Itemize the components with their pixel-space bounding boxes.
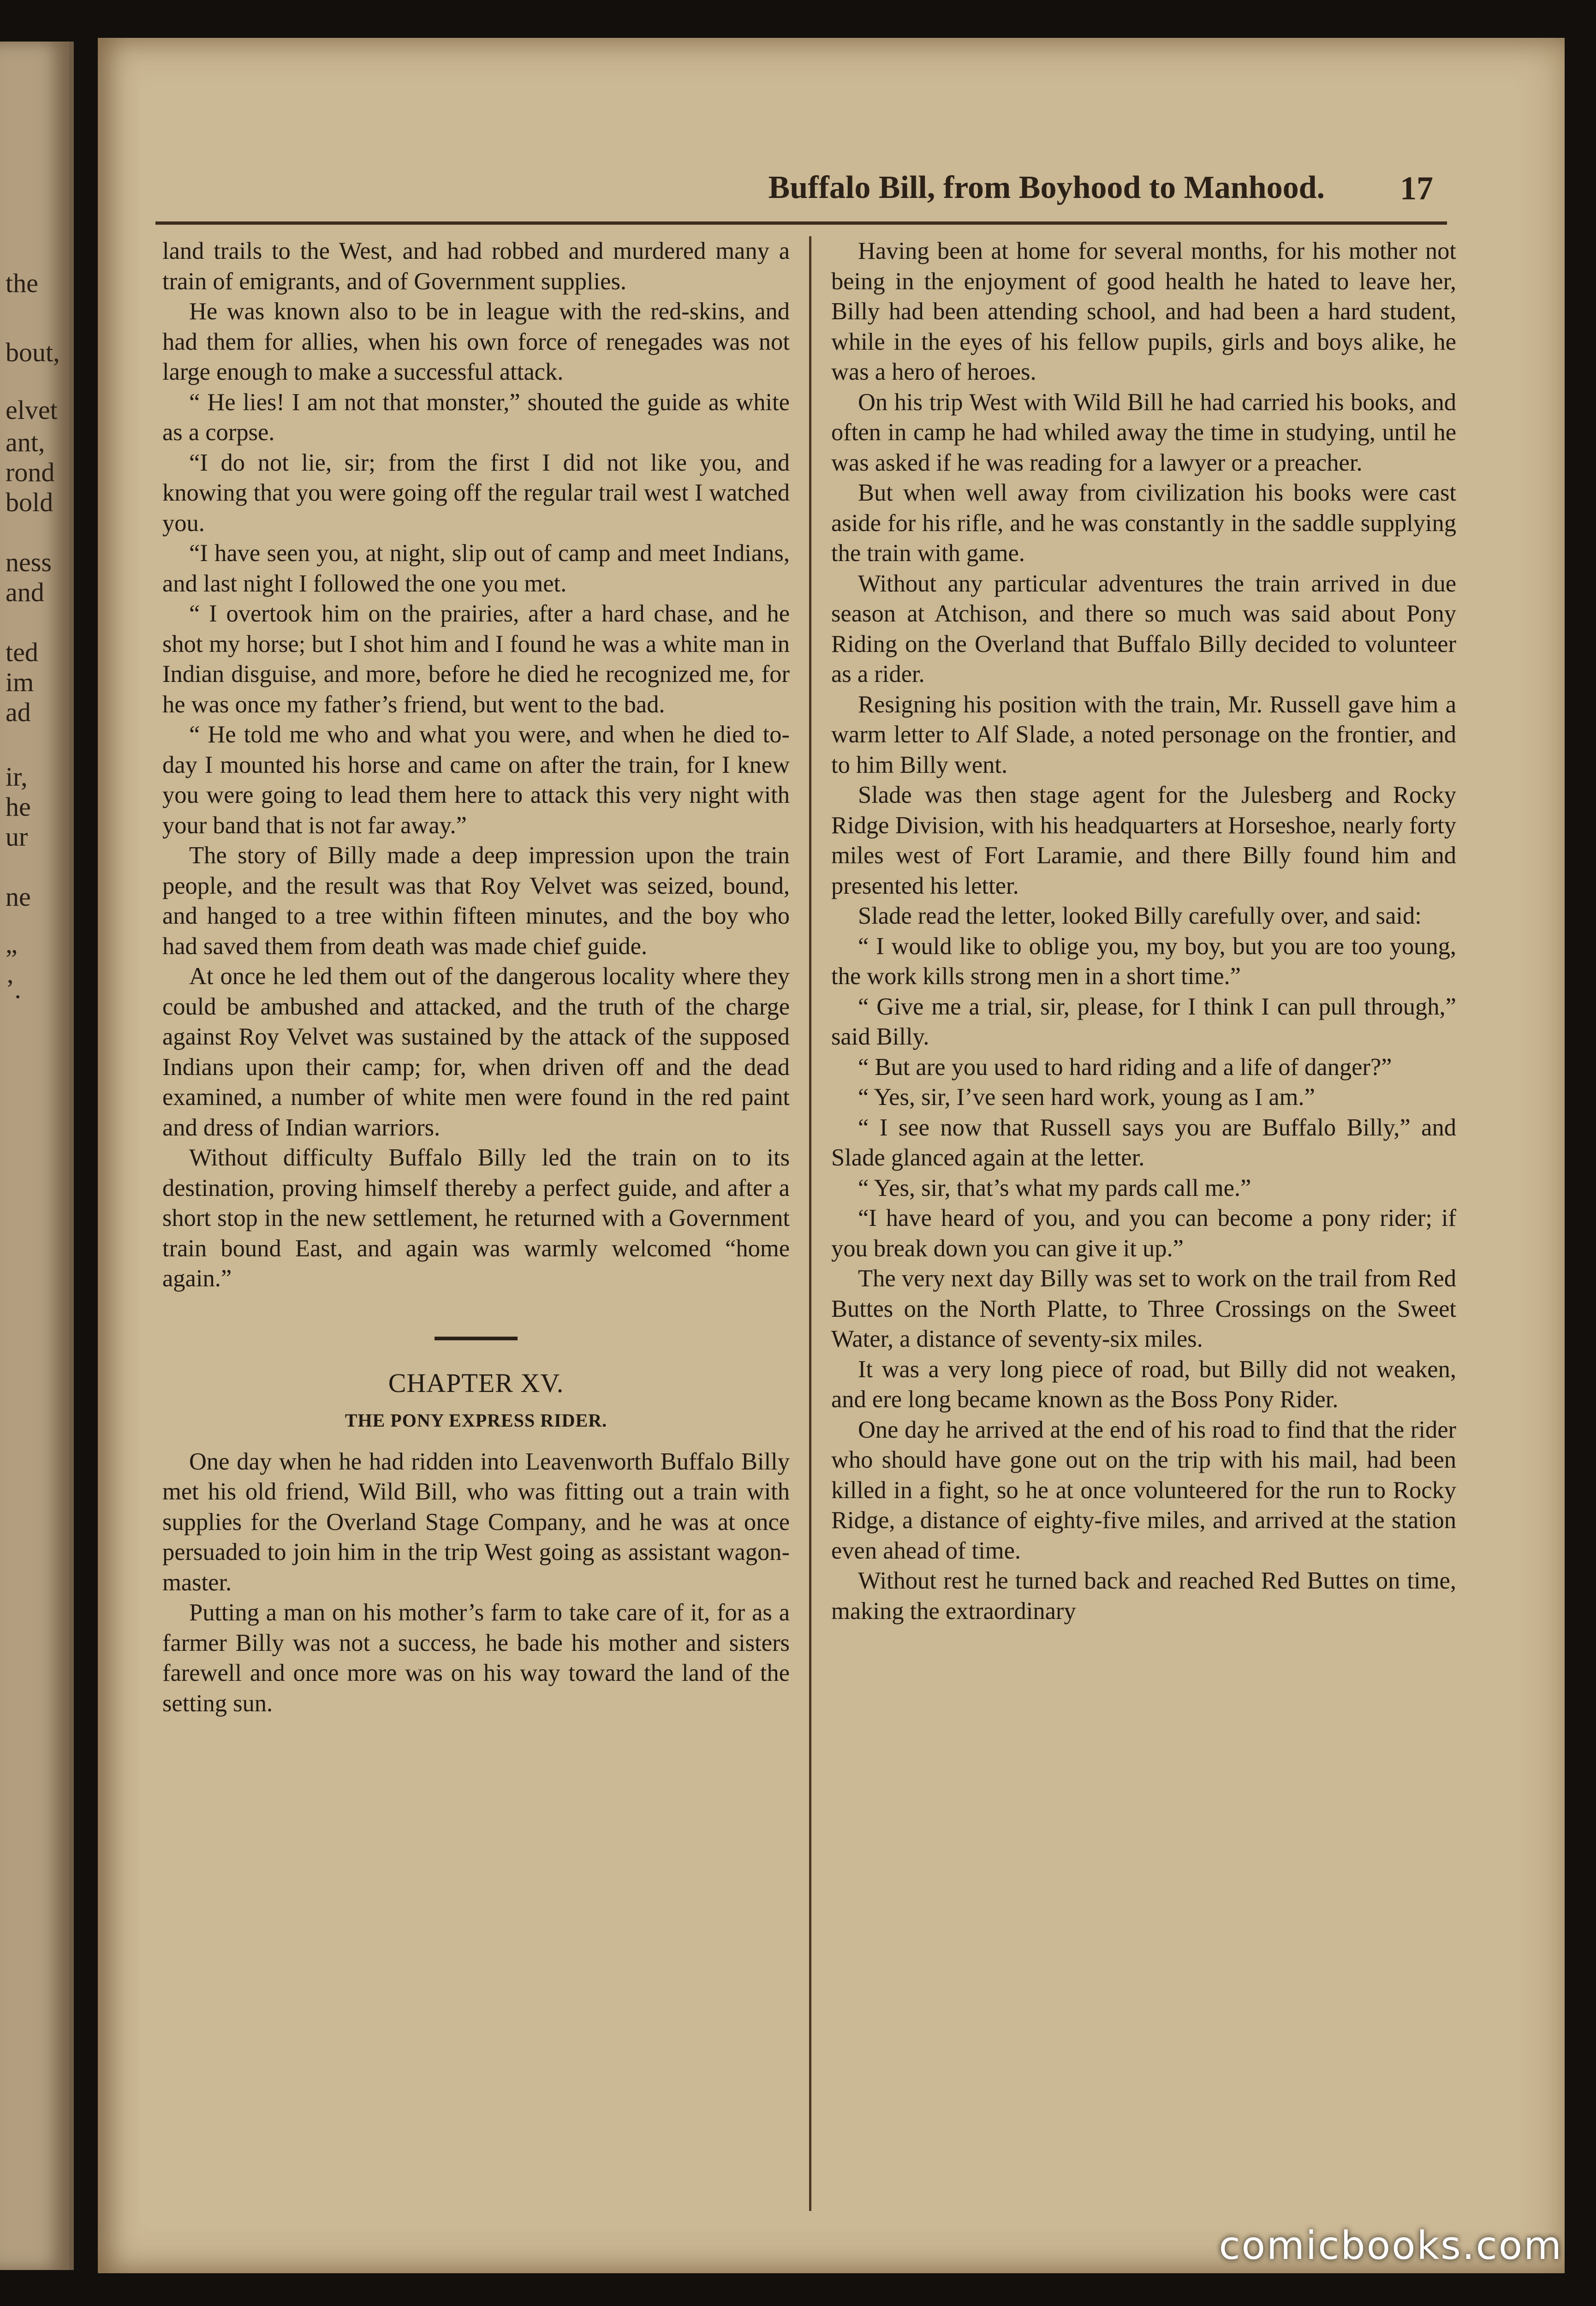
margin-fragment: ness: [6, 547, 52, 577]
chapter-heading: CHAPTER XV.: [388, 1368, 564, 1398]
margin-fragment: elvet: [6, 395, 58, 425]
paragraph: “I have seen you, at night, slip out of camp and meet Indians, and last night I followed the one you met.: [162, 540, 790, 597]
margin-fragment: ir,: [6, 762, 28, 792]
paragraph: “ But are you used to hard riding and a life of danger?”: [858, 1053, 1392, 1081]
paragraph: Putting a man on his mother’s farm to take care of it, for as a farmer Billy was not a success, he bade his mother and sisters farewell and once more was on his way toward the land of the setting sun.: [162, 1599, 790, 1717]
paragraph: “ I see now that Russell says you are Buffalo Billy,” and Slade glanced again at the letter.: [831, 1114, 1456, 1171]
paragraph: “ He lies! I am not that monster,” shouted the guide as white as a corpse.: [162, 388, 790, 446]
paragraph: On his trip West with Wild Bill he had carried his books, and often in camp he had whiled away the time in studying, until he was asked if he was reading for a lawyer or a preacher.: [831, 388, 1456, 476]
page-number: 17: [1400, 170, 1433, 207]
paragraph: Resigning his position with the train, Mr. Russell gave him a warm letter to Alf Slade, a noted personage on the frontier, and to him Billy went.: [831, 691, 1456, 778]
paragraph: The very next day Billy was set to work on the trail from Red Buttes on the North Platte, to Three Crossings on the Sweet Water, a distance of seventy-six miles.: [831, 1265, 1456, 1352]
paragraph: But when well away from civilization his books were cast aside for his rifle, and he was constantly in the saddle supplying the train with game.: [831, 479, 1456, 567]
site-watermark: comicbooks.com: [1219, 2223, 1563, 2268]
paragraph: Without difficulty Buffalo Billy led the train on to its destination, proving himself thereby a perfect guide, and after a short stop in the new settlement, he returned with a Government train bound East, and again was warmly welcomed “home again.”: [162, 1144, 790, 1292]
book-page: [98, 38, 1565, 2273]
paragraph: “I do not lie, sir; from the first I did not like you, and knowing that you were going off the regular trail west I watched you.: [162, 449, 790, 537]
margin-fragment: and: [6, 577, 44, 607]
paragraph: He was known also to be in league with the red-skins, and had them for allies, when his own force of renegades was not large enough to make a successful attack.: [162, 298, 790, 385]
paragraph: Slade was then stage agent for the Julesberg and Rocky Ridge Division, with his headquarters at Horseshoe, nearly forty miles west of Fort Laramie, and there Billy found him and presented his letter.: [831, 782, 1456, 899]
previous-page-edge: [0, 42, 74, 2270]
margin-fragment: ”: [6, 944, 18, 974]
right-column: [831, 236, 1456, 1626]
paragraph: “ Yes, sir, that’s what my pards call me.”: [858, 1174, 1251, 1201]
paragraph: “ I would like to oblige you, my boy, but you are too young, the work kills strong men in a short time.”: [831, 932, 1456, 990]
margin-fragment: bold: [6, 487, 54, 517]
margin-fragment: ant,: [6, 427, 45, 457]
margin-fragment: rond: [6, 457, 55, 487]
chapter-subtitle: THE PONY EXPRESS RIDER.: [345, 1410, 607, 1431]
margin-fragment: ur: [6, 822, 28, 852]
margin-fragment: the: [6, 268, 38, 298]
margin-fragment: ne: [6, 882, 31, 912]
margin-fragment: ad: [6, 697, 31, 727]
margin-fragment: bout,: [6, 337, 60, 367]
chapter-divider-rule: [435, 1337, 518, 1340]
margin-fragment: im: [6, 667, 34, 697]
paragraph: “ Yes, sir, I’ve seen hard work, young as I am.”: [858, 1084, 1315, 1111]
header-rule: [155, 221, 1447, 225]
paragraph: Without rest he turned back and reached Red Buttes on time, making the extraordinary: [831, 1567, 1456, 1625]
paragraph: It was a very long piece of road, but Billy did not weaken, and ere long became known as the Boss Pony Rider.: [831, 1356, 1456, 1413]
paragraph: “ He told me who and what you were, and when he died to-day I mounted his horse and came on after the train, for I knew you were going to lead them here to attack this very night with your band that is not far away.”: [162, 721, 790, 839]
margin-fragment: ted: [6, 637, 38, 667]
paragraph: The story of Billy made a deep impression upon the train people, and the result was that Roy Velvet was seized, bound, and hanged to a tree within fifteen minutes, and the boy who had saved them from death was made chief guide.: [162, 842, 790, 960]
column-divider: [809, 236, 811, 2211]
margin-fragment: ’.: [6, 974, 21, 1004]
paragraph: “I have heard of you, and you can become a pony rider; if you break down you can give it up.”: [831, 1205, 1456, 1262]
paragraph: Slade read the letter, looked Billy carefully over, and said:: [858, 902, 1422, 929]
left-column: [162, 236, 790, 1719]
margin-fragment: he: [6, 792, 31, 822]
running-title: Buffalo Bill, from Boyhood to Manhood.: [768, 170, 1325, 205]
paragraph: “ Give me a trial, sir, please, for I think I can pull through,” said Billy.: [831, 993, 1456, 1050]
paragraph: At once he led them out of the dangerous locality where they could be ambushed and attacked, and the truth of the charge against Roy Velvet was sustained by the attack of the supposed Indians upon their camp; for, when driven off and the dead examined, a number of white men were found in the red paint and dress of Indian warriors.: [162, 963, 790, 1141]
paragraph: Without any particular adventures the train arrived in due season at Atchison, and there so much was said about Pony Riding on the Overland that Buffalo Billy decided to volunteer as a rider.: [831, 570, 1456, 687]
paragraph: One day when he had ridden into Leavenworth Buffalo Billy met his old friend, Wild Bill, who was fitting out a train with supplies for the Overland Stage Company, and he was at once persuaded to join him in the trip West going as assistant wagon-master.: [162, 1448, 790, 1596]
paragraph: Having been at home for several months, for his mother not being in the enjoyment of good health he hated to leave her, Billy had been attending school, and had been a hard student, while in the eyes of his fellow pupils, girls and boys alike, he was a hero of heroes.: [831, 238, 1456, 385]
paragraph: “ I overtook him on the prairies, after a hard chase, and he shot my horse; but I shot him and I found he was a white man in Indian disguise, and more, before he died he recognized me, for he was once my father’s friend, but went to the bad.: [162, 600, 790, 718]
paragraph: One day he arrived at the end of his road to find that the rider who should have gone out on the trip with his mail, had been killed in a fight, so he at once volunteered for the run to Rocky Ridge, a distance of eighty-five miles, and arrived at the station even ahead of time.: [831, 1416, 1456, 1564]
paragraph: land trails to the West, and had robbed and murdered many a train of emigrants, and of Government supplies.: [162, 238, 790, 295]
